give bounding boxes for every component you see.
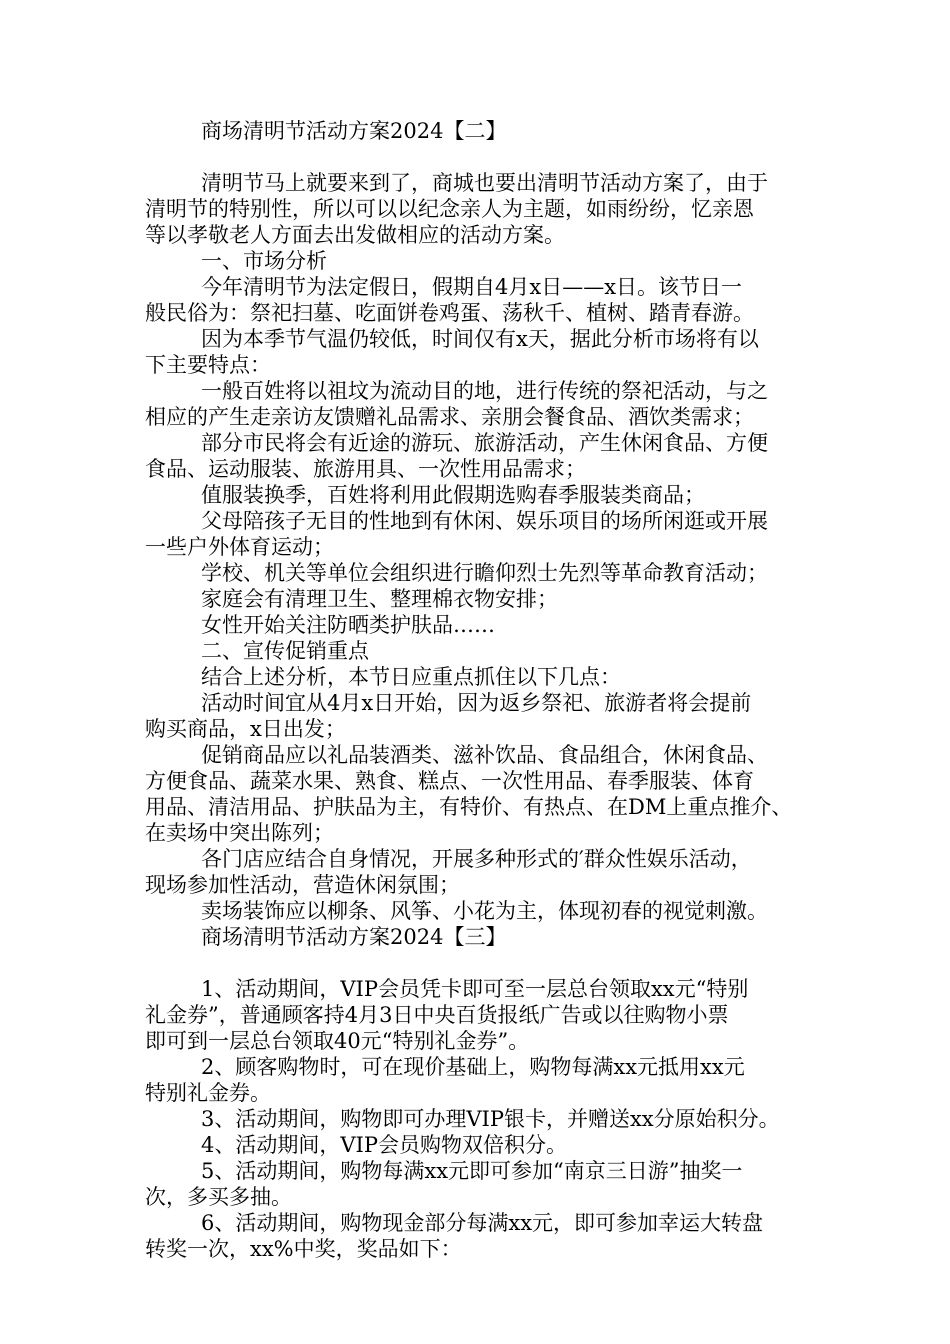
paragraph-line: 购买商品，x日出发；: [145, 717, 346, 741]
section-heading: 商场清明节活动方案2024【二】: [201, 119, 507, 143]
paragraph-line: 礼金券”，普通顾客持4月3日中央百货报纸广告或以往购物小票: [145, 1003, 729, 1027]
paragraph-line: 今年清明节为法定假日，假期自4月x日——x日。该节日一: [201, 275, 743, 299]
subsection-title: 二、宣传促销重点: [201, 639, 369, 663]
paragraph-line: 即可到一层总台领取40元“特别礼金券”。: [145, 1029, 530, 1053]
paragraph-line: 3、活动期间，购物即可办理VIP银卡，并赠送xx分原始积分。: [201, 1107, 780, 1131]
paragraph-line: 般民俗为：祭祀扫墓、吃面饼卷鸡蛋、荡秋千、植树、踏青春游。: [145, 301, 754, 325]
paragraph-line: 5、活动期间，购物每满xx元即可参加“南京三日游”抽奖一: [201, 1159, 743, 1183]
section-heading: 商场清明节活动方案2024【三】: [201, 925, 507, 949]
subsection-title: 一、市场分析: [201, 249, 327, 273]
blank-line: [145, 144, 815, 170]
paragraph-line: 家庭会有清理卫生、整理棉衣物安排；: [201, 587, 558, 611]
document-body: [145, 118, 815, 1262]
paragraph-line: 下主要特点：: [145, 353, 271, 377]
paragraph-line: 等以孝敬老人方面去出发做相应的活动方案。: [145, 223, 565, 247]
paragraph-line: 1、活动期间，VIP会员凭卡即可至一层总台领取xx元“特别: [201, 977, 749, 1001]
paragraph-line: 父母陪孩子无目的性地到有休闲、娱乐项目的场所闲逛或开展: [201, 509, 768, 533]
paragraph-line: 相应的产生走亲访友馈赠礼品需求、亲朋会餐食品、酒饮类需求；: [145, 405, 754, 429]
paragraph-line: 清明节的特别性，所以可以以纪念亲人为主题，如雨纷纷，忆亲恩: [145, 197, 754, 221]
paragraph-line: 活动时间宜从4月x日开始，因为返乡祭祀、旅游者将会提前: [201, 691, 752, 715]
paragraph-line: 特别礼金券。: [145, 1081, 271, 1105]
paragraph-line: 用品、清洁用品、护肤品为主，有特价、有热点、在DM上重点推介、: [145, 795, 793, 819]
paragraph-line: 2、顾客购物时，可在现价基础上，购物每满xx元抵用xx元: [201, 1055, 745, 1079]
paragraph-line: 在卖场中突出陈列；: [145, 821, 334, 845]
paragraph-line: 结合上述分析，本节日应重点抓住以下几点：: [201, 665, 621, 689]
paragraph-line: 卖场装饰应以柳条、风筝、小花为主，体现初春的视觉刺激。: [201, 899, 768, 923]
paragraph-line: 因为本季节气温仍较低，时间仅有x天，据此分析市场将有以: [201, 327, 759, 351]
paragraph-line: 4、活动期间，VIP会员购物双倍积分。: [201, 1133, 567, 1157]
paragraph-line: 一般百姓将以祖坟为流动目的地，进行传统的祭祀活动，与之: [201, 379, 768, 403]
paragraph-line: 方便食品、蔬菜水果、熟食、糕点、一次性用品、春季服装、体育: [145, 769, 754, 793]
paragraph-line: 转奖一次，xx%中奖，奖品如下：: [145, 1237, 462, 1261]
paragraph-line: 6、活动期间，购物现金部分每满xx元，即可参加幸运大转盘: [201, 1211, 764, 1235]
paragraph-line: 现场参加性活动，营造休闲氛围；: [145, 873, 460, 897]
paragraph-line: 学校、机关等单位会组织进行瞻仰烈士先烈等革命教育活动；: [201, 561, 768, 585]
paragraph-line: 部分市民将会有近途的游玩、旅游活动，产生休闲食品、方便: [201, 431, 768, 455]
paragraph-line: 女性开始关注防晒类护肤品……: [201, 613, 495, 637]
paragraph-line: 次，多买多抽。: [145, 1185, 292, 1209]
blank-line: [145, 950, 815, 976]
paragraph-line: 各门店应结合自身情况，开展多种形式的′群众性娱乐活动，: [201, 847, 752, 871]
paragraph-line: 促销商品应以礼品装酒类、滋补饮品、食品组合，休闲食品、: [201, 743, 768, 767]
paragraph-line: 食品、运动服装、旅游用具、一次性用品需求；: [145, 457, 586, 481]
paragraph-line: 一些户外体育运动；: [145, 535, 334, 559]
paragraph-line: 值服装换季，百姓将利用此假期选购春季服装类商品；: [201, 483, 705, 507]
paragraph-line: 清明节马上就要来到了，商城也要出清明节活动方案了，由于: [201, 171, 768, 195]
